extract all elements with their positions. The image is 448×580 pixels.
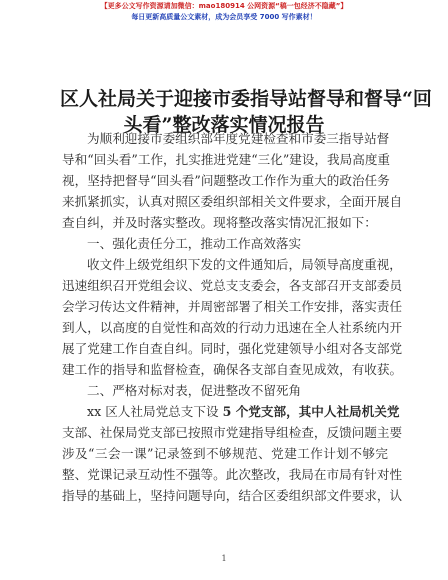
paragraph-2-line: 迅速组织召开党组会议、党总支支委会，各支部召开支部委员 <box>62 278 403 293</box>
paragraph-3-line: 支部、社保局党支部已按照市党建指导组检查，反馈问题主要 <box>62 425 403 440</box>
paragraph-1-line: 导和“回头看”工作，扎实推进党建“三化”建设，我局高度重 <box>62 152 391 167</box>
paragraph-3-lead-line <box>62 401 400 422</box>
section-heading-1: 一、强化责任分工，推动工作高效落实 <box>87 236 302 251</box>
paragraph-2-line: 收文件上级党组织下发的文件通知后，局领导高度重视， <box>87 257 402 272</box>
promo-banner-line1: 【更多公文写作资源请加微信：mao180914 公网资源“稿一包经济不隐藏”】 <box>100 2 348 10</box>
paragraph-2-line: 到人，以高度的自觉性和高效的行动力迅速在全人社系统内开 <box>62 320 403 335</box>
paragraph-1-line: 视，坚持把督导“回头看”问题整改工作作为重大的政治任务 <box>62 173 390 188</box>
promo-banner-line2: 每日更新高质量公文素材，成为会员享受 7000 写作素材！ <box>131 13 317 21</box>
paragraph-2-line: 建工作的指导和监督检查，确保各支部自查见成效，有收获。 <box>62 362 403 377</box>
paragraph-3-line: 整、党课记录互动性不强等。此次整改，我局在市局有针对性 <box>62 467 403 482</box>
paragraph-3-line: 指导的基础上，坚持问题导向，结合区委组织部文件要求，认 <box>62 488 403 503</box>
paragraph-1-line: 为顺利迎接市委组织部年度党建检查和市委三指导站督 <box>87 131 390 146</box>
page-number: 1 <box>221 554 227 563</box>
document-body <box>62 128 403 506</box>
paragraph-3-lead-bold: 5 个党支部，其中人社局机关党 <box>222 404 400 419</box>
document-title-line2: 头看”整改落实情况报告 <box>123 114 325 136</box>
paragraph-3-line: 涉及“三会一课”记录签到不够规范、党建工作计划不够完 <box>62 446 388 461</box>
paragraph-2-line: 展了党建工作自查自纠。同时，强化党建领导小组对各支部党 <box>62 341 403 356</box>
paragraph-3-lead-plain: xx 区人社局党总支下设 <box>87 404 223 419</box>
paragraph-2-line: 会学习传达文件精神，并周密部署了相关工作安排，落实责任 <box>62 299 403 314</box>
section-heading-2: 二、严格对标对表，促进整改不留死角 <box>87 383 302 398</box>
paragraph-1-line: 查自纠，并及时落实整改。现将整改落实情况汇报如下： <box>62 215 377 230</box>
document-title-line1: 区人社局关于迎接市委指导站督导和督导“回 <box>60 88 432 110</box>
paragraph-1-line: 来抓紧抓实，认真对照区委组织部相关文件要求，全面开展自 <box>62 194 403 209</box>
